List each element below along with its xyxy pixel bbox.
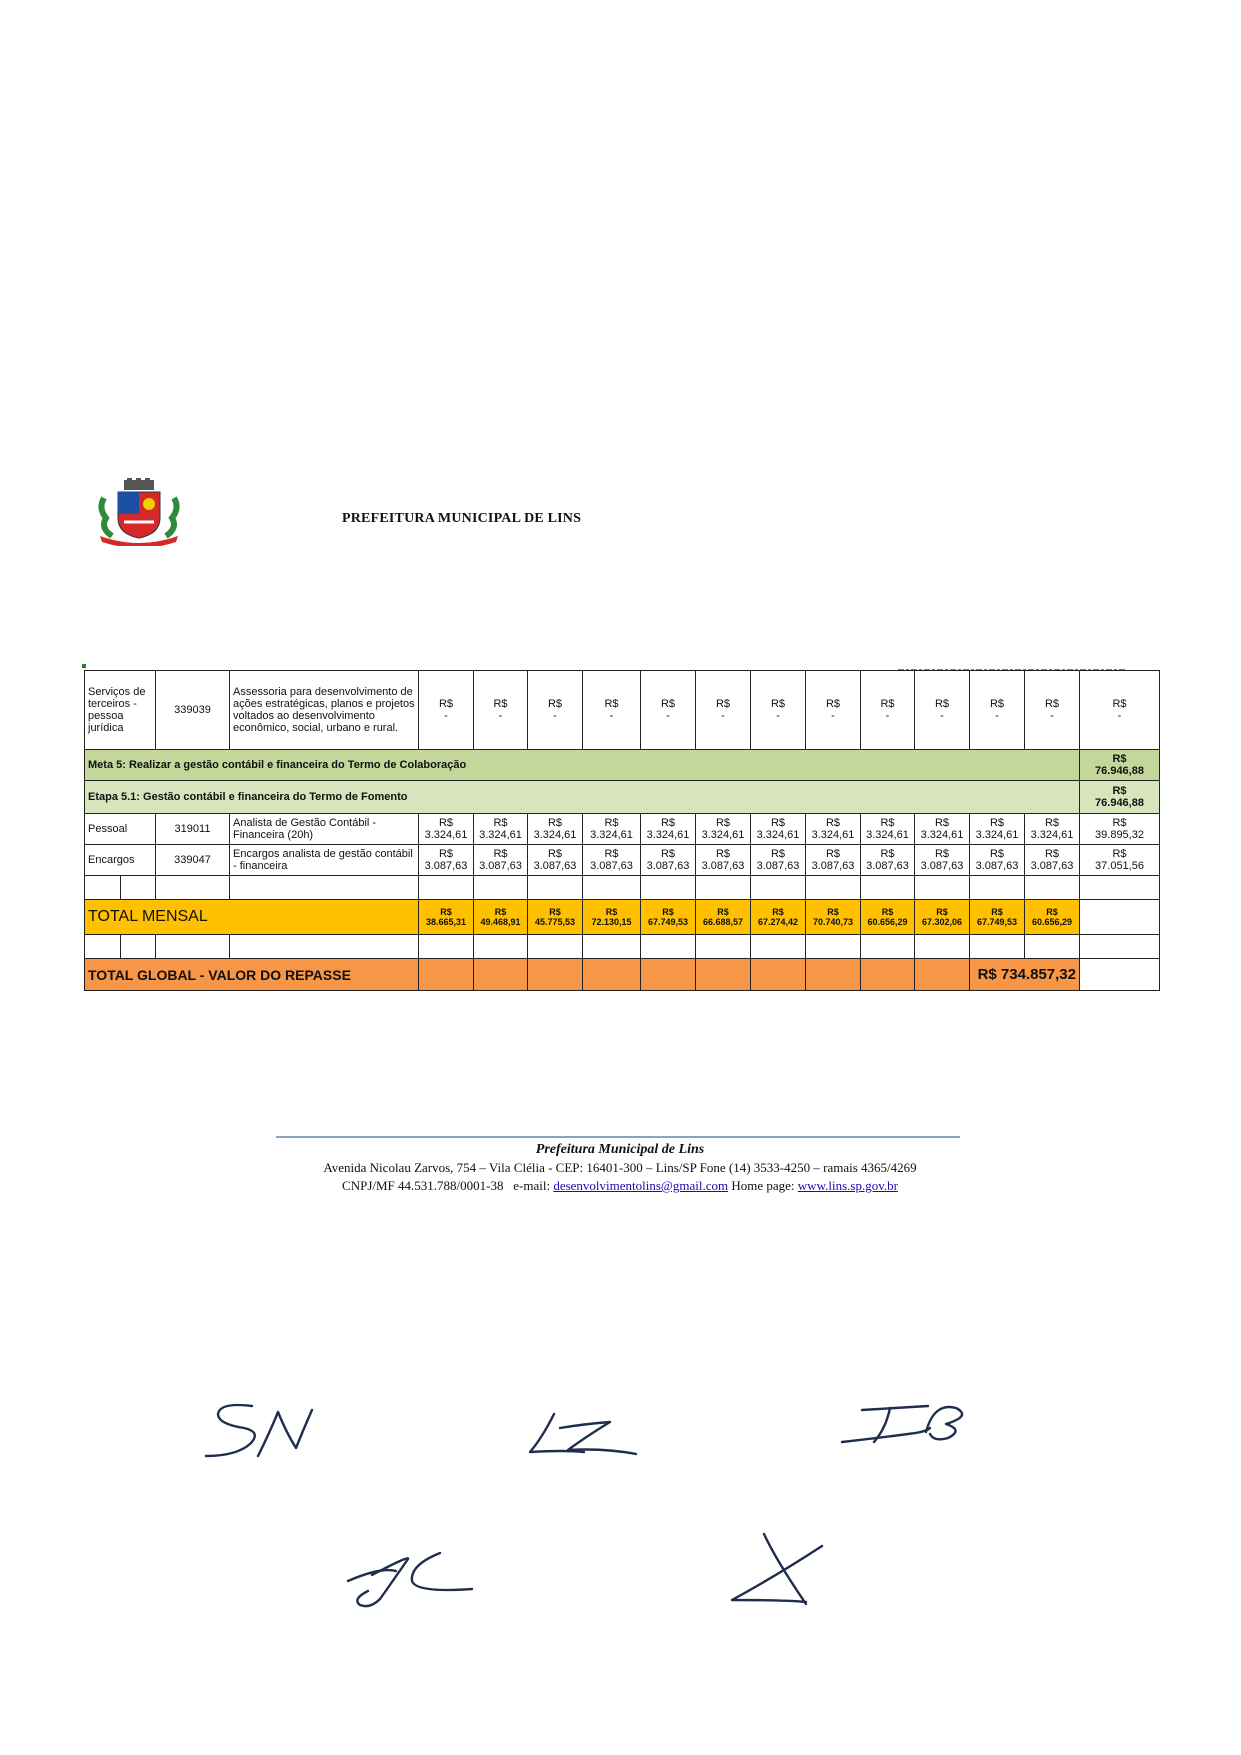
month-cell-9 bbox=[861, 814, 915, 845]
currency-label: R$ bbox=[934, 848, 950, 860]
description-cell: Assessoria para desenvolvimento de ações estratégicas, planos e projetos voltados ao desenvolvimento econômico, social, urbano e rural. bbox=[230, 671, 419, 750]
total-global-label: TOTAL GLOBAL - VALOR DO REPASSE bbox=[85, 959, 419, 991]
currency-label: R$ bbox=[936, 907, 948, 917]
month-cell-12 bbox=[1025, 814, 1080, 845]
currency-label: R$ bbox=[438, 817, 454, 829]
month-total-7 bbox=[751, 900, 806, 935]
amount-value: - bbox=[831, 710, 835, 722]
amount-value: 3.087,63 bbox=[646, 860, 690, 872]
month-cell-1 bbox=[419, 845, 474, 876]
month-cell-3 bbox=[528, 671, 583, 750]
homepage-link[interactable]: www.lins.sp.gov.br bbox=[797, 1178, 898, 1193]
footer-org: Prefeitura Municipal de Lins bbox=[535, 1142, 705, 1157]
footer-homepage-label: Home page: bbox=[731, 1178, 795, 1193]
currency-label: R$ bbox=[881, 907, 894, 917]
amount-value: 39.895,32 bbox=[1095, 829, 1144, 841]
coat-of-arms-logo bbox=[96, 478, 182, 546]
month-cell-1 bbox=[419, 671, 474, 750]
amount-value: - bbox=[609, 710, 614, 722]
currency-label: R$ bbox=[715, 848, 731, 860]
currency-label: R$ bbox=[438, 848, 454, 860]
currency-label: R$ bbox=[827, 907, 839, 917]
amount-value: 70.740,73 bbox=[812, 917, 854, 927]
table-row-pessoal bbox=[85, 814, 1160, 845]
amount-value: 3.324,61 bbox=[811, 829, 855, 841]
amount-value: 67.274,42 bbox=[757, 917, 799, 927]
currency-label: R$ bbox=[547, 848, 563, 860]
currency-label: R$ bbox=[547, 817, 563, 829]
currency-label: R$ bbox=[770, 848, 786, 860]
currency-label: R$ bbox=[547, 698, 563, 710]
currency-label: R$ bbox=[880, 698, 895, 710]
table-row-etapa bbox=[85, 781, 1160, 814]
amount-value: 3.087,63 bbox=[920, 860, 964, 872]
currency-label: R$ bbox=[989, 698, 1005, 710]
currency-label: R$ bbox=[717, 907, 729, 917]
currency-label: R$ bbox=[880, 848, 895, 860]
currency-label: R$ bbox=[494, 907, 507, 917]
signature-3 bbox=[838, 1398, 978, 1450]
signature-4 bbox=[340, 1545, 480, 1615]
amount-value: 3.087,63 bbox=[756, 860, 800, 872]
total-cell bbox=[1080, 845, 1160, 876]
month-cell-7 bbox=[751, 845, 806, 876]
month-cell-9 bbox=[861, 671, 915, 750]
code-cell: 339047 bbox=[156, 845, 230, 876]
month-cell-1 bbox=[419, 814, 474, 845]
month-cell-11 bbox=[970, 814, 1025, 845]
table-row-meta bbox=[85, 750, 1160, 781]
month-cell-6 bbox=[696, 845, 751, 876]
table-row-empty bbox=[85, 876, 1160, 900]
amount-value: - bbox=[940, 710, 944, 722]
month-total-9 bbox=[861, 900, 915, 935]
table-row-empty bbox=[85, 935, 1160, 959]
amount-value: 60.656,29 bbox=[1031, 917, 1073, 927]
amount-value: 60.656,29 bbox=[867, 917, 908, 927]
currency-label: R$ bbox=[662, 907, 674, 917]
month-cell-8 bbox=[806, 845, 861, 876]
amount-value: 3.087,63 bbox=[975, 860, 1019, 872]
meta-label: Meta 5: Realizar a gestão contábil e financeira do Termo de Colaboração bbox=[85, 750, 1080, 781]
amount-value: - bbox=[553, 710, 557, 722]
currency-label: R$ bbox=[934, 698, 950, 710]
month-total-5 bbox=[641, 900, 696, 935]
month-cell-4 bbox=[583, 671, 641, 750]
currency-label: R$ bbox=[825, 817, 841, 829]
meta-total: R$ 76.946,88 bbox=[1080, 750, 1160, 781]
footer-contact bbox=[260, 1177, 980, 1195]
amount-value: 49.468,91 bbox=[480, 917, 521, 927]
month-cell-9 bbox=[861, 845, 915, 876]
category-cell: Encargos bbox=[85, 845, 156, 876]
amount-value: - bbox=[721, 710, 725, 722]
amount-value: 3.324,61 bbox=[1030, 829, 1074, 841]
currency-label: R$ bbox=[604, 848, 619, 860]
total-mensal-label: TOTAL MENSAL bbox=[85, 900, 419, 935]
currency-label: R$ bbox=[1044, 698, 1060, 710]
code-cell: 319011 bbox=[156, 814, 230, 845]
month-total-3 bbox=[528, 900, 583, 935]
amount-value: 3.087,63 bbox=[479, 860, 522, 872]
footer-cnpj: CNPJ/MF 44.531.788/0001-38 bbox=[342, 1178, 504, 1193]
amount-value: - bbox=[995, 710, 999, 722]
month-cell-5 bbox=[641, 845, 696, 876]
category-cell: Serviços de terceiros - pessoa jurídica bbox=[85, 671, 156, 750]
currency-label: R$ bbox=[1044, 848, 1060, 860]
month-cell-5 bbox=[641, 814, 696, 845]
total-cell bbox=[1080, 671, 1160, 750]
amount-value: 45.775,53 bbox=[534, 917, 576, 927]
currency-label: R$ bbox=[1112, 698, 1127, 710]
total-mensal-empty-cell bbox=[1080, 900, 1160, 935]
month-cell-7 bbox=[751, 671, 806, 750]
month-cell-10 bbox=[915, 671, 970, 750]
month-total-12 bbox=[1025, 900, 1080, 935]
amount-value: - bbox=[666, 710, 670, 722]
currency-label: R$ bbox=[1044, 817, 1060, 829]
amount-value: 3.324,61 bbox=[646, 829, 690, 841]
month-cell-3 bbox=[528, 845, 583, 876]
code-cell: 339039 bbox=[156, 671, 230, 750]
total-global-empty-cell bbox=[1080, 959, 1160, 991]
currency-label: R$ bbox=[772, 907, 784, 917]
amount-value: - bbox=[1050, 710, 1054, 722]
amount-value: 3.324,61 bbox=[866, 829, 909, 841]
month-total-11 bbox=[970, 900, 1025, 935]
amount-value: 67.302,06 bbox=[921, 917, 963, 927]
currency-label: R$ bbox=[989, 848, 1005, 860]
amount-value: 3.087,63 bbox=[701, 860, 745, 872]
month-total-4 bbox=[583, 900, 641, 935]
amount-value: - bbox=[498, 710, 503, 722]
amount-value: 67.749,53 bbox=[976, 917, 1018, 927]
month-cell-2 bbox=[474, 814, 528, 845]
month-total-1 bbox=[419, 900, 474, 935]
currency-label: R$ bbox=[1046, 907, 1058, 917]
signature-5 bbox=[726, 1530, 836, 1610]
currency-label: R$ bbox=[1112, 817, 1127, 829]
month-total-10 bbox=[915, 900, 970, 935]
budget-table bbox=[84, 670, 1160, 991]
amount-value: - bbox=[1117, 710, 1122, 722]
amount-value: 67.749,53 bbox=[647, 917, 689, 927]
month-cell-10 bbox=[915, 845, 970, 876]
amount-value: 3.087,63 bbox=[590, 860, 633, 872]
amount-value: 3.087,63 bbox=[866, 860, 909, 872]
currency-label: R$ bbox=[770, 817, 786, 829]
currency-label: R$ bbox=[770, 698, 786, 710]
currency-label: R$ bbox=[991, 907, 1003, 917]
month-total-8 bbox=[806, 900, 861, 935]
amount-value: - bbox=[776, 710, 780, 722]
footer-address: Avenida Nicolau Zarvos, 754 – Vila Clélia - CEP: 16401-300 – Lins/SP Fone (14) 3533-4250 – ramais 4365/4269 bbox=[323, 1160, 917, 1175]
etapa-total: R$ 76.946,88 bbox=[1080, 781, 1160, 814]
amount-value: 3.087,63 bbox=[533, 860, 577, 872]
amount-value: 38.665,31 bbox=[425, 917, 467, 927]
cropped-mark bbox=[82, 664, 86, 668]
month-total-6 bbox=[696, 900, 751, 935]
currency-label: R$ bbox=[660, 817, 676, 829]
month-cell-7 bbox=[751, 814, 806, 845]
month-cell-4 bbox=[583, 845, 641, 876]
footer-divider bbox=[276, 1136, 960, 1138]
month-total-2 bbox=[474, 900, 528, 935]
amount-value: 37.051,56 bbox=[1095, 860, 1144, 872]
signature-1 bbox=[200, 1398, 340, 1464]
page-title: PREFEITURA MUNICIPAL DE LINS bbox=[342, 511, 582, 526]
currency-label: R$ bbox=[493, 817, 508, 829]
amount-value: 66.688,57 bbox=[702, 917, 744, 927]
amount-value: 3.087,63 bbox=[424, 860, 468, 872]
month-cell-4 bbox=[583, 814, 641, 845]
amount-value: 3.324,61 bbox=[701, 829, 745, 841]
footer bbox=[260, 1141, 980, 1195]
amount-value: 3.087,63 bbox=[1030, 860, 1074, 872]
currency-label: R$ bbox=[549, 907, 561, 917]
month-cell-3 bbox=[528, 814, 583, 845]
amount-value: 72.130,15 bbox=[591, 917, 632, 927]
month-cell-6 bbox=[696, 814, 751, 845]
total-cell bbox=[1080, 814, 1160, 845]
month-cell-10 bbox=[915, 814, 970, 845]
amount-value: 3.324,61 bbox=[479, 829, 522, 841]
currency-label: R$ bbox=[493, 698, 508, 710]
footer-email-label: e-mail: bbox=[513, 1178, 551, 1193]
total-global-value: R$ 734.857,32 bbox=[970, 959, 1080, 991]
currency-label: R$ bbox=[825, 848, 841, 860]
currency-label: R$ bbox=[880, 817, 895, 829]
amount-value: 3.324,61 bbox=[756, 829, 800, 841]
amount-value: 3.324,61 bbox=[424, 829, 468, 841]
month-cell-2 bbox=[474, 671, 528, 750]
table-row-servicos bbox=[85, 671, 1160, 750]
currency-label: R$ bbox=[989, 817, 1005, 829]
currency-label: R$ bbox=[1112, 848, 1127, 860]
amount-value: 3.324,61 bbox=[975, 829, 1019, 841]
currency-label: R$ bbox=[605, 907, 618, 917]
currency-label: R$ bbox=[660, 848, 676, 860]
month-cell-5 bbox=[641, 671, 696, 750]
currency-label: R$ bbox=[715, 817, 731, 829]
month-cell-2 bbox=[474, 845, 528, 876]
description-cell: Encargos analista de gestão contábil - financeira bbox=[230, 845, 419, 876]
month-cell-11 bbox=[970, 671, 1025, 750]
table-row-encargos bbox=[85, 845, 1160, 876]
currency-label: R$ bbox=[604, 698, 619, 710]
currency-label: R$ bbox=[493, 848, 508, 860]
signature-2 bbox=[524, 1408, 644, 1458]
currency-label: R$ bbox=[604, 817, 619, 829]
description-cell: Analista de Gestão Contábil - Financeira (20h) bbox=[230, 814, 419, 845]
month-cell-8 bbox=[806, 671, 861, 750]
currency-label: R$ bbox=[438, 698, 454, 710]
email-link[interactable]: desenvolvimentolins@gmail.com bbox=[553, 1178, 729, 1193]
table-row-total-global bbox=[85, 959, 1160, 991]
month-cell-6 bbox=[696, 671, 751, 750]
amount-value: 3.087,63 bbox=[811, 860, 855, 872]
amount-value: - bbox=[885, 710, 890, 722]
amount-value: 3.324,61 bbox=[590, 829, 633, 841]
amount-value: - bbox=[444, 710, 448, 722]
currency-label: R$ bbox=[440, 907, 452, 917]
amount-value: 3.324,61 bbox=[920, 829, 964, 841]
etapa-label: Etapa 5.1: Gestão contábil e financeira do Termo de Fomento bbox=[85, 781, 1080, 814]
table-row-total-mensal bbox=[85, 900, 1160, 935]
month-cell-8 bbox=[806, 814, 861, 845]
month-cell-11 bbox=[970, 845, 1025, 876]
currency-label: R$ bbox=[660, 698, 676, 710]
month-cell-12 bbox=[1025, 845, 1080, 876]
category-cell: Pessoal bbox=[85, 814, 156, 845]
amount-value: 3.324,61 bbox=[533, 829, 577, 841]
month-cell-12 bbox=[1025, 671, 1080, 750]
currency-label: R$ bbox=[715, 698, 731, 710]
currency-label: R$ bbox=[825, 698, 841, 710]
currency-label: R$ bbox=[934, 817, 950, 829]
